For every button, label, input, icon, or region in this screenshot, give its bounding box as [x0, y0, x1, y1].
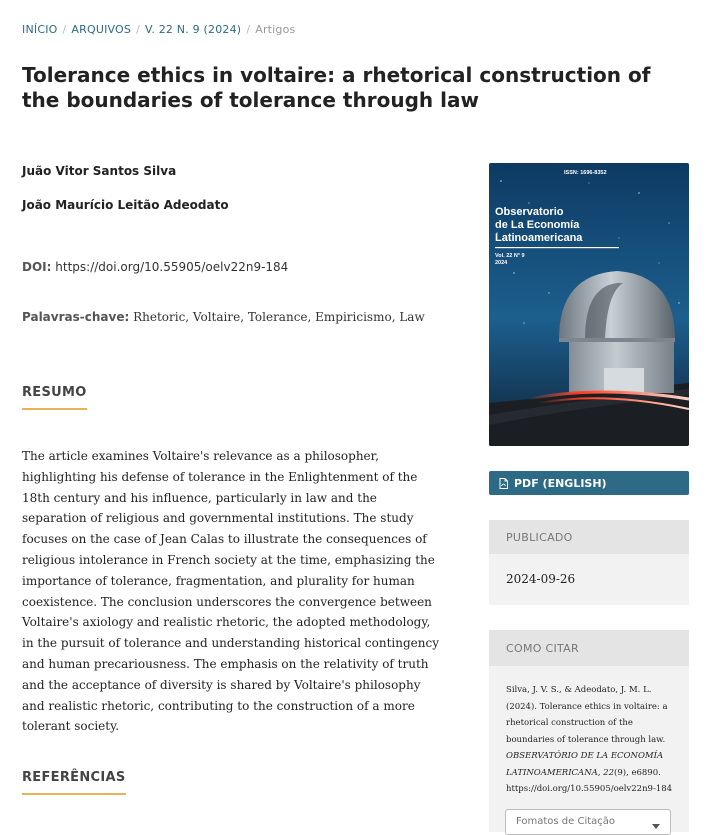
citation-formats-label: Fomatos de Citação — [516, 816, 616, 827]
cover-issn: ISSN: 1696-8352 — [564, 170, 607, 176]
breadcrumb-separator: / — [246, 23, 251, 36]
breadcrumb — [22, 23, 295, 36]
doi-link[interactable]: https://doi.org/10.55905/oelv22n9-184 — [55, 260, 289, 274]
abstract-text: The article examines Voltaire's relevance as a philosopher, highlighting his defense of tolerance in the Enlightenment of the 18th century and his influence, particularly in law and the separation of religious and governmental institutions. The study focuses on the case of Jean Calas to illustrate the consequences of religious intolerance in French society at the time, emphasizing the importance of tolerance, fragmentation, and plurality for human coexistence. The conclusion underscores the convergence between Voltaire's axiology and realistic rhetoric, the adopted methodology, in the pursuit of tolerance and understanding historical contingency and human precariousness. The emphasis on the relativity of truth and the acceptance of diversity is shared by Voltaire's philosophy and realistic rhetoric, contributing to the construction of a more tolerant society. — [22, 449, 439, 734]
breadcrumb-issue-link[interactable]: V. 22 N. 9 (2024) — [145, 23, 242, 36]
citation-doi[interactable]: https://doi.org/10.55905/oelv22n9-184 — [506, 784, 673, 794]
cover-divider — [495, 247, 619, 248]
cover-journal-line: Latinoamericana — [495, 232, 583, 244]
cover-journal-line: de La Economía — [495, 219, 580, 231]
breadcrumb-home-link[interactable]: INÍCIO — [22, 23, 58, 36]
author-name: João Maurício Leitão Adeodato — [22, 198, 229, 212]
cite-block — [489, 666, 689, 832]
cover-artwork — [489, 163, 689, 446]
citation-formats-dropdown[interactable] — [505, 809, 671, 835]
pdf-button-label: PDF (ENGLISH) — [514, 476, 607, 490]
pdf-file-icon — [499, 478, 508, 489]
references-heading: REFERÊNCIAS — [22, 770, 126, 795]
published-block — [489, 554, 689, 605]
chevron-down-icon — [652, 821, 660, 832]
keywords-label: Palavras-chave: — [22, 310, 130, 324]
breadcrumb-separator: / — [62, 23, 67, 36]
published-date: 2024-09-26 — [506, 572, 576, 586]
breadcrumb-separator: / — [136, 23, 141, 36]
pdf-download-button[interactable] — [489, 471, 689, 495]
published-heading: PUBLICADO — [489, 520, 689, 554]
doi-row — [22, 260, 288, 274]
breadcrumb-current: Artigos — [255, 23, 296, 36]
article-title: Tolerance ethics in voltaire: a rhetorical construction of the boundaries of tolerance through law — [22, 63, 651, 112]
keywords-value: Rhetoric, Voltaire, Tolerance, Empiricismo, Law — [133, 310, 425, 324]
cover-journal-line: Observatorio — [495, 206, 564, 218]
cite-heading: COMO CITAR — [489, 630, 689, 666]
author-name: Juão Vitor Santos Silva — [22, 164, 177, 178]
citation-plain: Silva, J. V. S., & Adeodato, J. M. L. (2024). Tolerance ethics in voltaire: a rhetorical construction of the boundaries of tolerance through law. — [506, 685, 668, 745]
citation-issue: (9), e6890. — [614, 767, 661, 778]
cover-year: 2024 — [495, 260, 508, 266]
journal-cover-image[interactable] — [489, 163, 689, 446]
doi-label: DOI: — [22, 260, 52, 274]
cover-volume: Vol. 22 N° 9 — [495, 253, 525, 259]
citation-text — [506, 682, 678, 798]
keywords-row — [22, 310, 425, 324]
abstract-heading: RESUMO — [22, 385, 87, 410]
citation-journal: OBSERVATÓRIO DE LA ECONOMÍA LATINOAMERICANA, 22 — [506, 751, 664, 778]
breadcrumb-archives-link[interactable]: ARQUIVOS — [71, 23, 132, 36]
